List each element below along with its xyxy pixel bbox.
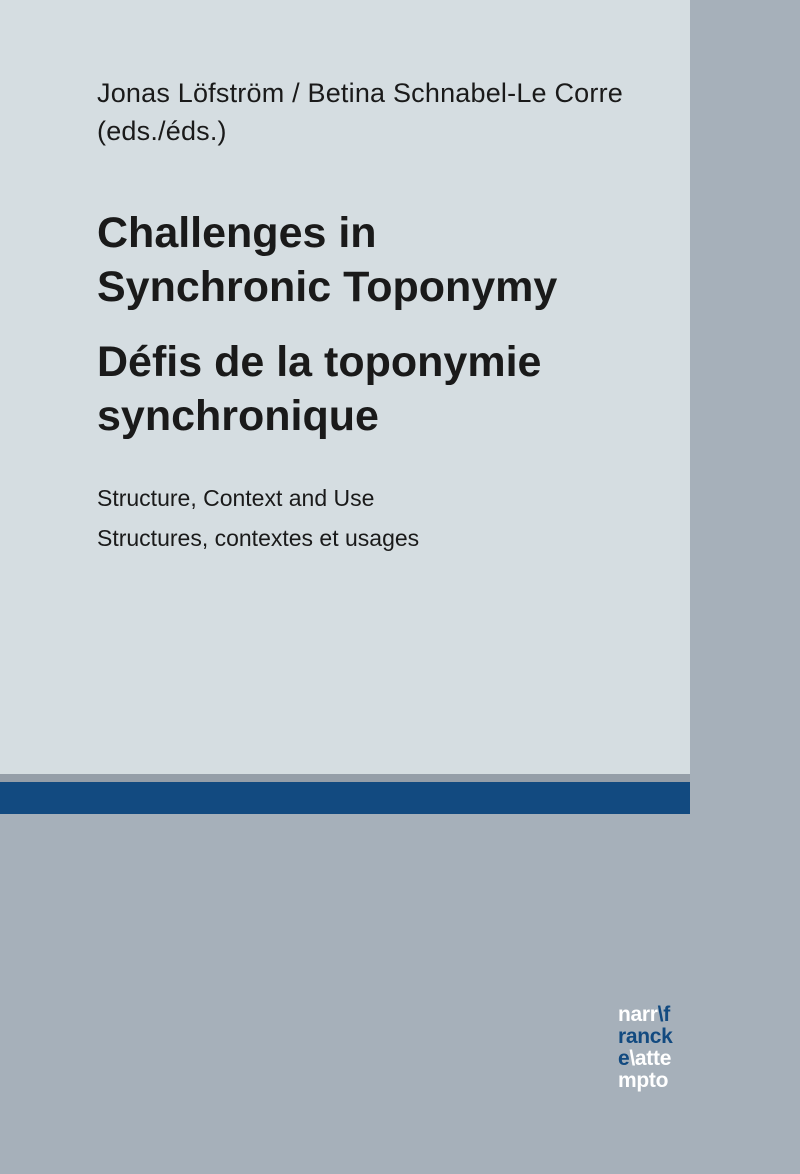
- accent-band: [0, 782, 690, 814]
- title-french: [97, 335, 541, 443]
- subtitle-french: Structures, contextes et usages: [97, 525, 420, 551]
- title-french-line-2: synchronique: [97, 392, 379, 440]
- editors-block: [97, 74, 623, 150]
- logo-line-1b: \f: [657, 1003, 670, 1026]
- editor-role: (eds./éds.): [97, 116, 227, 146]
- logo-line-3b: \atte: [629, 1047, 672, 1070]
- logo-line-3: [618, 1048, 673, 1070]
- title-english: [97, 206, 557, 314]
- editor-names: Jonas Löfström / Betina Schnabel-Le Corre: [97, 78, 623, 108]
- logo-line-1: [618, 1004, 673, 1026]
- title-english-line-1: Challenges in: [97, 209, 377, 257]
- title-english-line-2: Synchronic Toponymy: [97, 263, 558, 311]
- logo-line-1a: narr: [618, 1003, 658, 1026]
- publisher-logo: [618, 1004, 673, 1092]
- subtitle-english: Structure, Context and Use: [97, 485, 375, 511]
- logo-line-3a: e: [618, 1047, 630, 1070]
- subtitle-block: [97, 478, 419, 558]
- divider-strip: [0, 774, 690, 782]
- logo-line-4: mpto: [618, 1069, 669, 1092]
- logo-line-2: ranck: [618, 1025, 673, 1048]
- title-french-line-1: Défis de la toponymie: [97, 338, 542, 386]
